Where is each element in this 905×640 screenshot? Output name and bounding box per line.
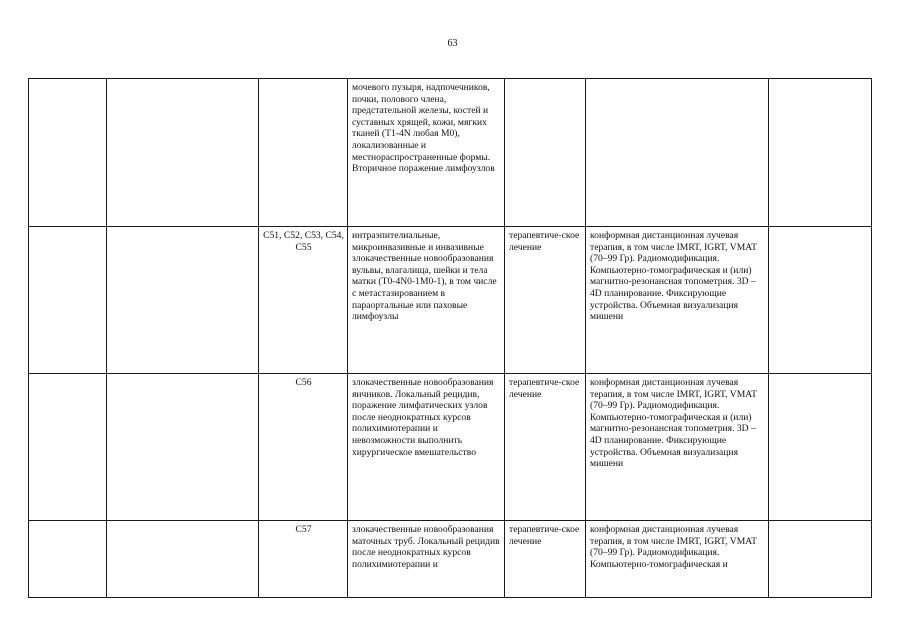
table-cell-group <box>107 227 259 374</box>
page-number: 63 <box>447 38 458 49</box>
table-cell-code <box>259 227 348 374</box>
table-cell-group <box>107 521 259 598</box>
table-cell-method <box>586 521 769 598</box>
procedures-table <box>28 78 872 598</box>
table-cell-method <box>586 227 769 374</box>
code-text: C57 <box>295 524 312 535</box>
method-text: конформная дистанционная лучевая терапия, в том числе IMRT, IGRT, VMAT (70–99 Гр). Радиомодификация. Компьютерно-томографическая и (или) магнитно-резонансная топометрия. 3D – 4D планирование. Фиксирующие устройства. Объемная визуализация мишени <box>590 230 757 323</box>
description-text: злокачественные новообразования маточных труб. Локальный рецидив после неоднократных курсов полихимиотерапии и <box>352 524 500 570</box>
table-cell-number <box>29 374 107 521</box>
table-cell-cost <box>769 79 872 227</box>
table-cell-method <box>586 374 769 521</box>
description-text: мочевого пузыря, надпочечников, почки, полового члена, предстательной железы, костей и суставных хрящей, кожи, мягких тканей (T1-4N любая M0), локализованные и местнораспространенные формы. Вторичное поражение лимфоузлов <box>352 82 495 175</box>
treatment-text: терапевтиче-ское лечение <box>509 230 580 253</box>
treatment-text: терапевтиче-ское лечение <box>509 524 580 547</box>
table-row <box>29 79 872 227</box>
method-text: конформная дистанционная лучевая терапия, в том числе IMRT, IGRT, VMAT (70–99 Гр). Радиомодификация. Компьютерно-томографическая и <box>590 524 757 570</box>
table-cell-number <box>29 521 107 598</box>
table-cell-description <box>348 227 505 374</box>
table-row <box>29 227 872 374</box>
table-cell-number <box>29 79 107 227</box>
table-row <box>29 374 872 521</box>
table-cell-method <box>586 79 769 227</box>
table-cell-treatment <box>505 521 586 598</box>
table-cell-cost <box>769 374 872 521</box>
table-cell-treatment <box>505 79 586 227</box>
table-cell-cost <box>769 227 872 374</box>
table-cell-treatment <box>505 374 586 521</box>
table-cell-treatment <box>505 227 586 374</box>
code-text: C51, C52, C53, C54, C55 <box>263 230 344 253</box>
description-text: злокачественные новообразования яичников. Локальный рецидив, поражение лимфатических узлов после неоднократных курсов полихимиотерапии и невозможности выполнить хирургическое вмешательство <box>352 377 494 458</box>
table-cell-description <box>348 521 505 598</box>
table-cell-group <box>107 374 259 521</box>
table-cell-code <box>259 521 348 598</box>
method-text: конформная дистанционная лучевая терапия, в том числе IMRT, IGRT, VMAT (70–99 Гр). Радиомодификация. Компьютерно-томографическая и (или) магнитно-резонансная топометрия. 3D – 4D планирование. Фиксирующие устройства. Объемная визуализация мишени <box>590 377 757 470</box>
table-row <box>29 521 872 598</box>
table-cell-description <box>348 374 505 521</box>
table-cell-code <box>259 79 348 227</box>
table-cell-code <box>259 374 348 521</box>
table-cell-description <box>348 79 505 227</box>
treatment-text: терапевтиче-ское лечение <box>509 377 580 400</box>
table-cell-group <box>107 79 259 227</box>
description-text: интраэпителиальные, микроинвазивные и инвазивные злокачественные новообразования вульвы, влагалища, шейки и тела матки (T0-4N0-1M0-1), в том числе с метастазированием в параортальные или паховые лимфоузлы <box>352 230 497 323</box>
table-cell-number <box>29 227 107 374</box>
table-cell-cost <box>769 521 872 598</box>
code-text: C56 <box>295 377 312 388</box>
